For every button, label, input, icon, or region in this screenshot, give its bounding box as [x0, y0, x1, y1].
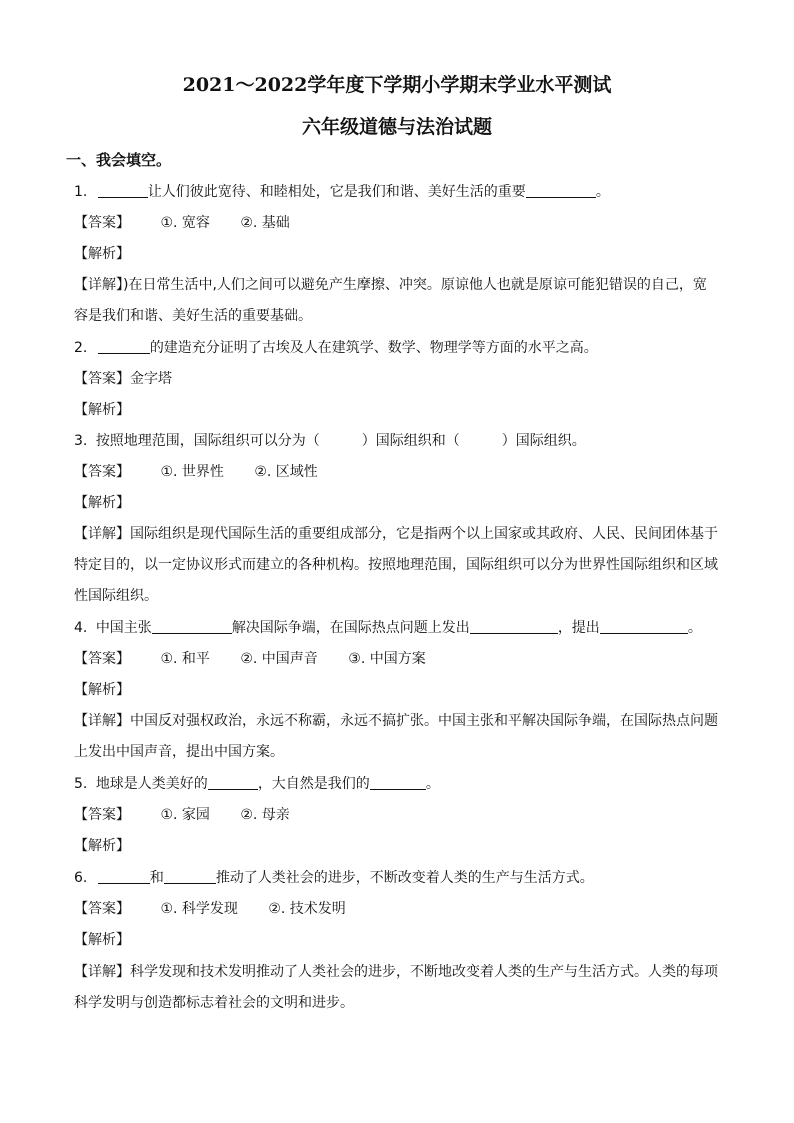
answer-item: ②. 区域性: [254, 464, 318, 480]
detail-text: )在日常生活中,人们之间可以避免产生摩擦、冲突。原谅他人也就是原谅可能犯错误的自己，宽: [123, 277, 707, 293]
answer-item: ②. 母亲: [240, 807, 290, 823]
question-3: [74, 431, 586, 451]
question-text: 。: [425, 776, 440, 792]
question-6: [74, 868, 594, 888]
answer-blank: [98, 339, 150, 354]
answer-blank: [152, 619, 232, 634]
question-number: 4.: [74, 620, 88, 636]
answer-row: [74, 649, 426, 669]
detail-paragraph: [74, 711, 718, 731]
analysis-label: 【解析】: [74, 838, 130, 854]
answer-blank: [600, 619, 688, 634]
answer-blank: [470, 619, 558, 634]
detail-text: 特定目的，以一定协议形式而建立的各种机构。按照地理范围，国际组织可以分为世界性国际组织和区域: [74, 557, 718, 573]
detail-paragraph: [74, 275, 707, 295]
question-number: 6.: [74, 870, 88, 886]
answer-label: 【答案】: [74, 651, 130, 667]
answer-blank: [98, 869, 150, 884]
detail-paragraph: [74, 524, 718, 544]
answer-item: ①. 宽容: [160, 215, 210, 231]
question-text: 。: [687, 620, 702, 636]
detail-paragraph: [74, 962, 718, 982]
question-text: 和: [149, 870, 164, 886]
answer-item: ②. 基础: [240, 215, 290, 231]
answer-item: ②. 中国声音: [240, 651, 318, 667]
analysis-label: 【解析】: [74, 932, 130, 948]
answer-item: 金字塔: [130, 371, 172, 387]
exam-subtitle: 六年级道德与法治试题: [301, 116, 492, 138]
question-text: 按照地理范围，国际组织可以分为（ ）国际组织和（ ）国际组织。: [95, 433, 586, 449]
answer-blank: [370, 775, 426, 790]
question-number: 3.: [74, 433, 88, 449]
question-2: [74, 338, 598, 358]
answer-row: [74, 369, 172, 389]
answer-item: ③. 中国方案: [348, 651, 426, 667]
answer-item: ①. 家园: [160, 807, 210, 823]
question-number: 5.: [74, 776, 88, 792]
detail-label: 【详解】: [74, 526, 130, 542]
answer-label: 【答案】: [74, 901, 130, 917]
answer-blank: [164, 869, 216, 884]
answer-item: ①. 世界性: [160, 464, 224, 480]
question-text: 推动了人类社会的进步，不断改变着人类的生产与生活方式。: [215, 870, 594, 886]
question-5: [74, 774, 440, 794]
question-4: [74, 618, 702, 638]
analysis-label: 【解析】: [74, 495, 130, 511]
section-heading: 一、我会填空。: [66, 151, 172, 169]
answer-blank: [526, 183, 596, 198]
answer-row: [74, 462, 318, 482]
answer-row: [74, 805, 290, 825]
detail-label: 【详解】: [74, 964, 130, 980]
question-text: 地球是人类美好的: [95, 776, 208, 792]
question-text: 让人们彼此宽待、和睦相处，它是我们和谐、美好生活的重要: [147, 184, 526, 200]
question-text: 。: [595, 184, 610, 200]
detail-label: 【详解】: [74, 713, 130, 729]
question-text: 的建造充分证明了古埃及人在建筑学、数学、物理学等方面的水平之高。: [149, 340, 598, 356]
analysis-label: 【解析】: [74, 402, 130, 418]
answer-label: 【答案】: [74, 807, 130, 823]
answer-label: 【答案】: [74, 215, 130, 231]
analysis-label: 【解析】: [74, 246, 130, 262]
question-text: ，提出: [557, 620, 600, 636]
answer-blank: [98, 183, 148, 198]
question-text: 解决国际争端，在国际热点问题上发出: [231, 620, 470, 636]
answer-blank: [208, 775, 258, 790]
question-number: 2.: [74, 340, 88, 356]
analysis-label: 【解析】: [74, 682, 130, 698]
detail-text: 中国反对强权政治，永远不称霸，永远不搞扩张。中国主张和平解决国际争端，在国际热点问题: [130, 713, 718, 729]
detail-text: 上发出中国声音，提出中国方案。: [74, 744, 284, 760]
answer-label: 【答案】: [74, 371, 130, 387]
question-text: 中国主张: [95, 620, 152, 636]
exam-title: 2021～2022学年度下学期小学期末学业水平测试: [182, 74, 612, 96]
question-number: 1.: [74, 184, 88, 200]
answer-item: ②. 技术发明: [268, 901, 346, 917]
answer-row: [74, 899, 346, 919]
question-1: [74, 182, 610, 202]
answer-row: [74, 213, 290, 233]
detail-text: 国际组织是现代国际生活的重要组成部分，它是指两个以上国家或其政府、人民、民间团体基于: [130, 526, 718, 542]
question-text: ，大自然是我们的: [257, 776, 370, 792]
detail-text: 科学发明与创造都标志着社会的文明和进步。: [74, 995, 354, 1011]
detail-text: 科学发现和技术发明推动了人类社会的进步，不断地改变着人类的生产与生活方式。人类的每项: [130, 964, 718, 980]
detail-label: 【详解】: [74, 277, 123, 293]
detail-text: 容是我们和谐、美好生活的重要基础。: [74, 308, 312, 324]
detail-text: 性国际组织。: [74, 588, 158, 604]
answer-item: ①. 科学发现: [160, 901, 238, 917]
answer-label: 【答案】: [74, 464, 130, 480]
answer-item: ①. 和平: [160, 651, 210, 667]
